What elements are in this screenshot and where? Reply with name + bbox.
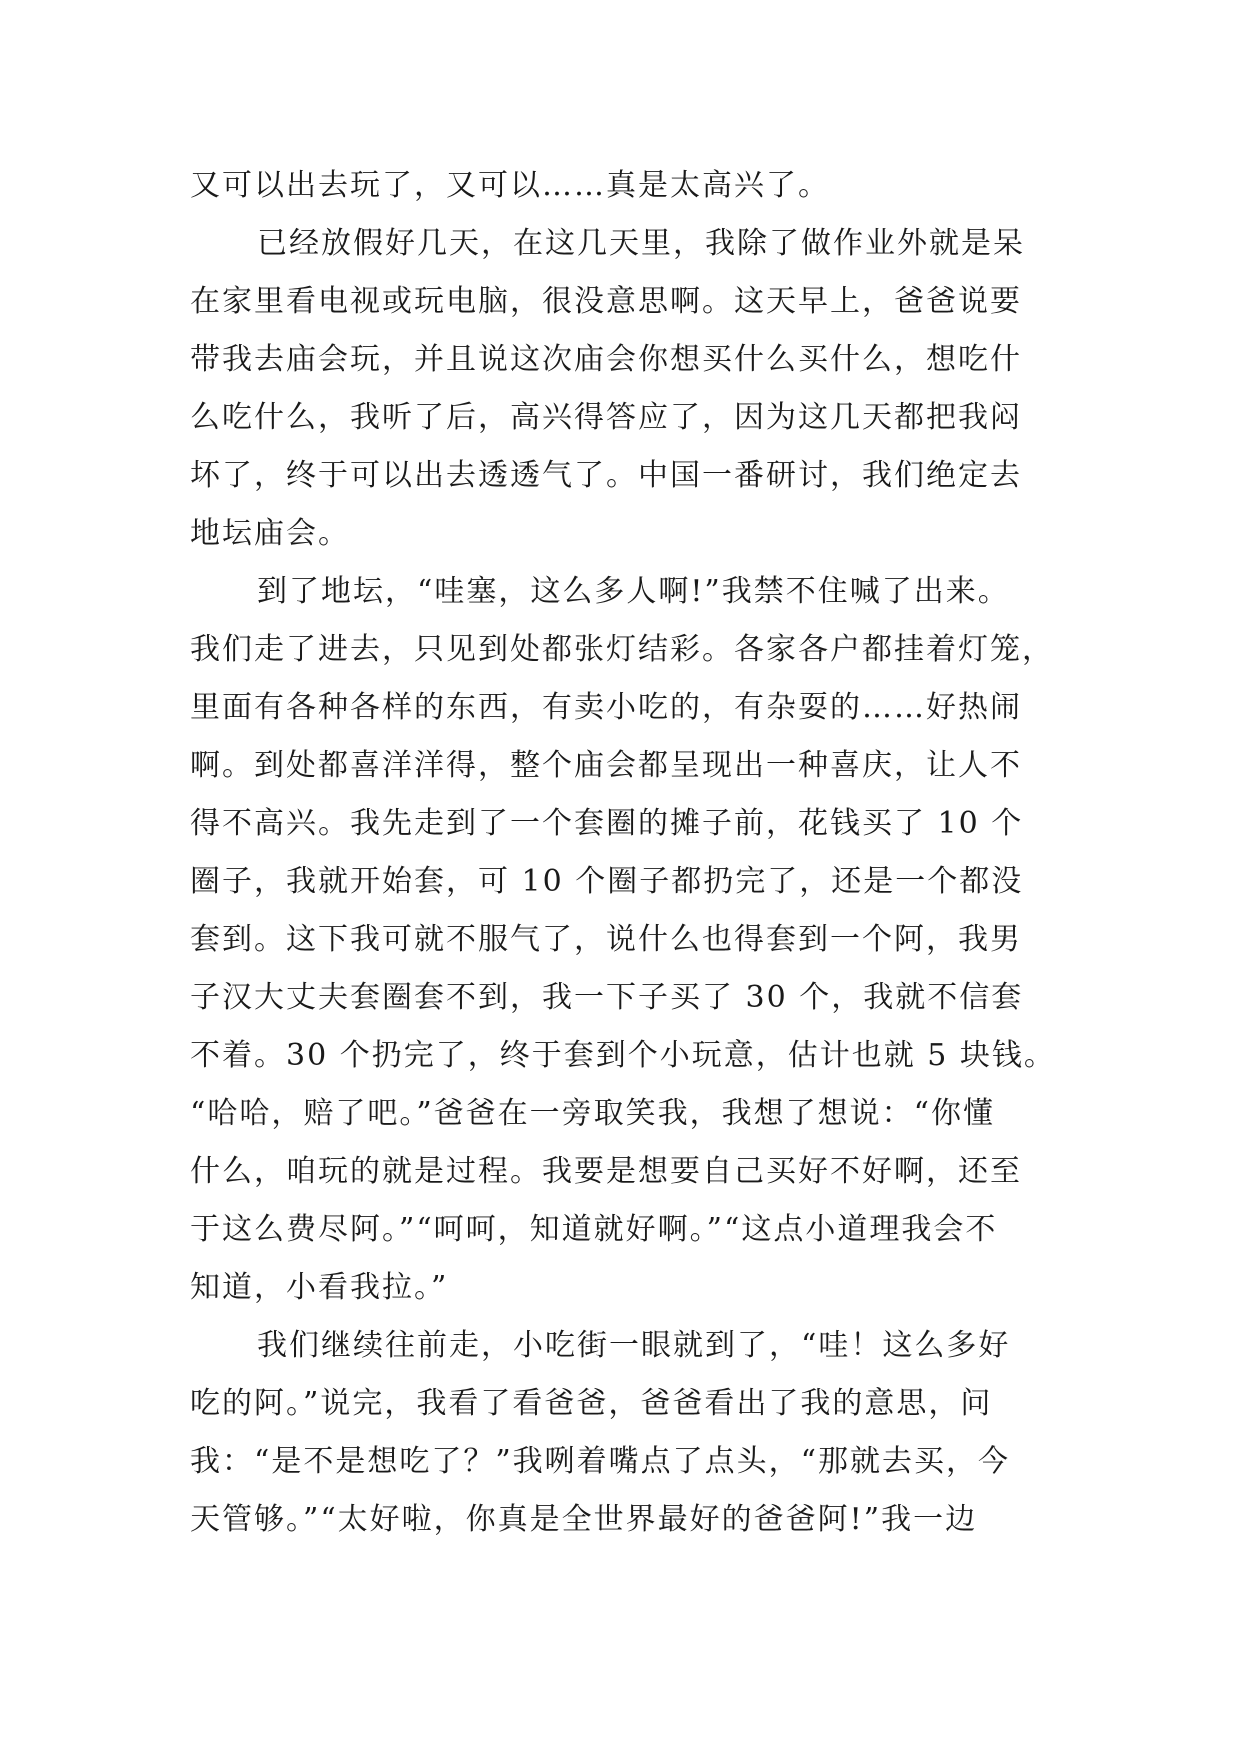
- text-line: 子汉大丈夫套圈套不到，我一下子买了 30 个，我就不信套: [190, 980, 1024, 1015]
- text-line: 什么，咱玩的就是过程。我要是想要自己买好不好啊，还至: [190, 1154, 1022, 1189]
- text-line: 我们走了进去，只见到处都张灯结彩。各家各户都挂着灯笼，: [190, 632, 1054, 667]
- text-line: 于这么费尽阿。”“呵呵，知道就好啊。”“这点小道理我会不: [190, 1212, 998, 1247]
- text-line: “哈哈，赔了吧。”爸爸在一旁取笑我，我想了想说：“你懂: [190, 1096, 996, 1131]
- paragraph-first-line: 到了地坛，“哇塞，这么多人啊!”我禁不住喊了出来。: [257, 574, 1010, 609]
- text-line: 在家里看电视或玩电脑，很没意思啊。这天早上，爸爸说要: [190, 284, 1022, 319]
- text-line: 啊。到处都喜洋洋得，整个庙会都呈现出一种喜庆，让人不: [190, 748, 1022, 783]
- text-line: 天管够。”“太好啦，你真是全世界最好的爸爸阿!”我一边: [190, 1502, 978, 1537]
- text-line: 又可以出去玩了，又可以……真是太高兴了。: [190, 168, 830, 203]
- text-line: 不着。30 个扔完了，终于套到个小玩意，估计也就 5 块钱。: [190, 1038, 1056, 1073]
- text-line: 圈子，我就开始套，可 10 个圈子都扔完了，还是一个都没: [190, 864, 1024, 899]
- text-line: 地坛庙会。: [190, 516, 350, 551]
- text-line: 带我去庙会玩，并且说这次庙会你想买什么买什么，想吃什: [190, 342, 1022, 377]
- paragraph-first-line: 已经放假好几天，在这几天里，我除了做作业外就是呆: [257, 226, 1025, 261]
- text-line: 知道，小看我拉。”: [190, 1270, 449, 1305]
- paragraph-first-line: 我们继续往前走，小吃街一眼就到了，“哇！这么多好: [257, 1328, 1011, 1363]
- text-line: 吃的阿。”说完，我看了看爸爸，爸爸看出了我的意思，问: [190, 1386, 993, 1421]
- essay-body: [190, 157, 1070, 1549]
- text-line: 坏了，终于可以出去透透气了。中国一番研讨，我们绝定去: [190, 458, 1022, 493]
- text-line: 套到。这下我可就不服气了，说什么也得套到一个阿，我男: [190, 922, 1022, 957]
- text-line: 么吃什么，我听了后，高兴得答应了，因为这几天都把我闷: [190, 400, 1022, 435]
- text-line: 我：“是不是想吃了？”我咧着嘴点了点头，“那就去买，今: [190, 1444, 1011, 1479]
- text-line: 得不高兴。我先走到了一个套圈的摊子前，花钱买了 10 个: [190, 806, 1024, 841]
- text-line: 里面有各种各样的东西，有卖小吃的，有杂耍的……好热闹: [190, 690, 1022, 725]
